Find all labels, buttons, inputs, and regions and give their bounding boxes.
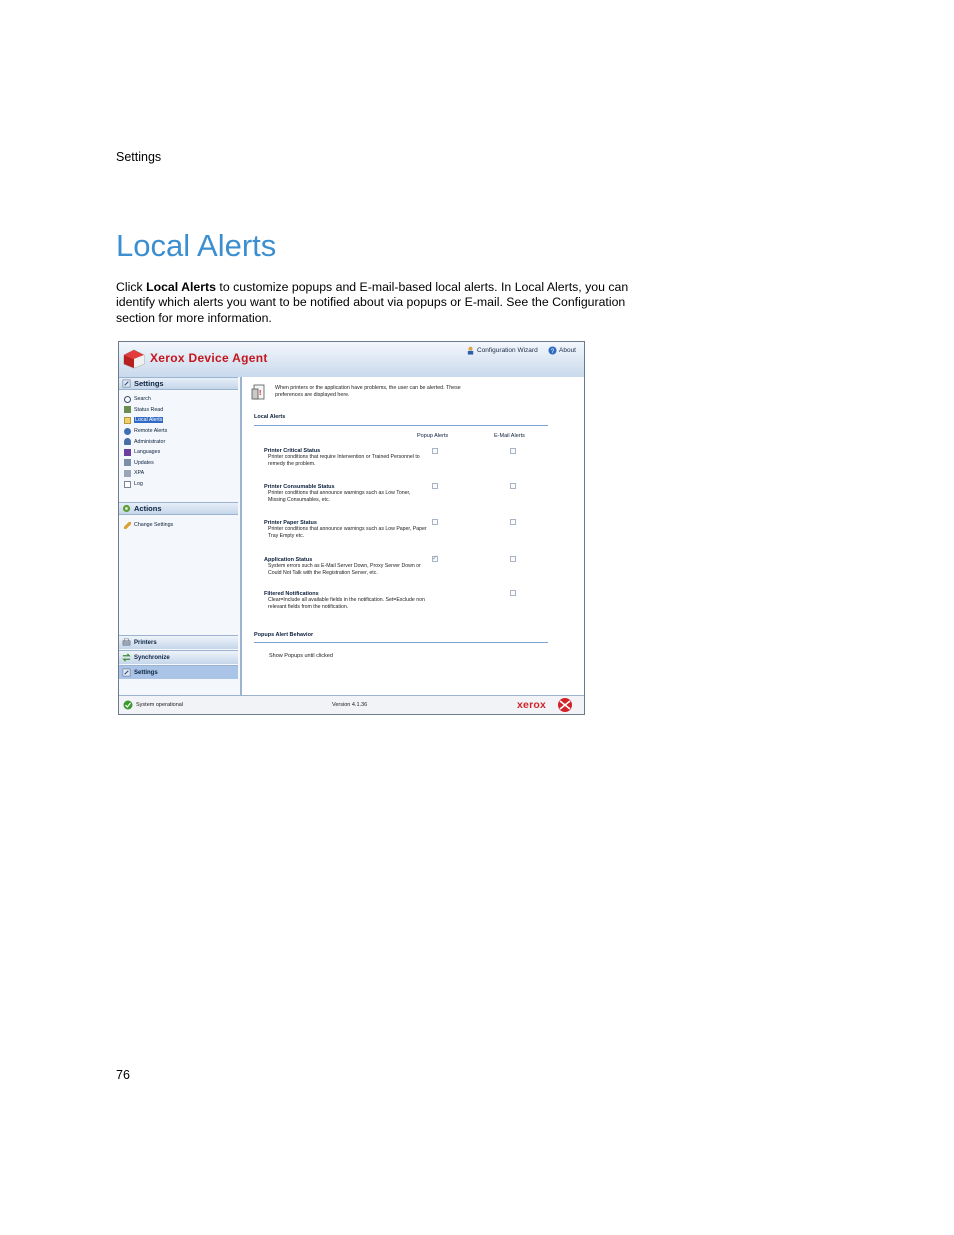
- email-checkbox-filtered[interactable]: [510, 590, 516, 596]
- sidebar-item-label: Local Alerts: [135, 417, 163, 424]
- popup-checkbox-consumable[interactable]: [432, 483, 438, 489]
- tab-label: Settings: [134, 669, 158, 676]
- alert-name: Filtered Notifications: [264, 591, 319, 597]
- settings-heading: Settings: [134, 379, 164, 388]
- sidebar-item-label: Log: [134, 481, 143, 488]
- help-icon: [548, 346, 557, 355]
- settings-section-header[interactable]: [119, 377, 238, 390]
- sidebar-item-administrator[interactable]: [124, 436, 167, 447]
- updates-icon: [124, 459, 131, 466]
- settings-wrench-icon: [122, 379, 131, 388]
- local-alerts-rule: [254, 425, 548, 426]
- action-change-settings[interactable]: [124, 520, 173, 531]
- sidebar-item-log[interactable]: [124, 479, 167, 490]
- configuration-wizard-link[interactable]: [466, 346, 538, 355]
- sidebar-item-label: Updates: [134, 459, 154, 466]
- sidebar-item-search[interactable]: [124, 394, 167, 405]
- sidebar-item-remote-alerts[interactable]: [124, 426, 167, 437]
- sidebar-item-label: Remote Alerts: [134, 428, 168, 435]
- content-description: When printers or the application have problems, the user can be alerted. These preferences are displayed here.: [275, 385, 461, 398]
- page-number: 76: [116, 1068, 130, 1082]
- alert-name: Application Status: [264, 557, 313, 563]
- tab-label: Synchronize: [134, 654, 170, 661]
- actions-nav: [124, 520, 173, 531]
- popup-behavior-heading: Popups Alert Behavior: [254, 632, 314, 638]
- sidebar-tab-printers[interactable]: [119, 635, 238, 649]
- sidebar: [119, 377, 242, 695]
- popup-checkbox-application[interactable]: [432, 556, 438, 562]
- about-label: About: [559, 347, 576, 354]
- flag-icon: [124, 449, 131, 456]
- alert-description: Clear=Include all available fields in the notification. Set=Exclude non relevant fields from the notification.: [268, 597, 425, 611]
- configuration-wizard-label: Configuration Wizard: [477, 347, 538, 354]
- sidebar-item-local-alerts[interactable]: [124, 415, 167, 426]
- sidebar-item-status-read[interactable]: [124, 405, 167, 416]
- email-checkbox-consumable[interactable]: [510, 483, 516, 489]
- printers-icon: [122, 638, 131, 647]
- actions-heading: Actions: [134, 504, 162, 513]
- status-read-icon: [124, 406, 131, 413]
- svg-text:?: ?: [550, 347, 555, 355]
- alert-description: System errors such as E-Mail Server Down, Proxy Server Down or Could Not Talk with the Registration Server, etc.: [268, 563, 421, 577]
- page-title: Local Alerts: [116, 228, 277, 263]
- settings-icon: [122, 668, 131, 677]
- popup-behavior-rule: [254, 642, 548, 643]
- svg-text:!: !: [259, 390, 262, 397]
- alert-description: Printer conditions that announce warnings such as Low Toner, Missing Consumables, etc.: [268, 490, 411, 504]
- email-checkbox-paper[interactable]: [510, 519, 516, 525]
- sidebar-item-xpa[interactable]: [124, 468, 167, 479]
- intro-paragraph: [116, 280, 666, 326]
- administrator-icon: [124, 438, 131, 445]
- alert-name: Printer Paper Status: [264, 520, 317, 526]
- actions-section-header[interactable]: [119, 502, 238, 515]
- app-screenshot: [118, 341, 585, 715]
- alert-description: Printer conditions that require Intervention or Trained Personnel to remedy the problem.: [268, 454, 420, 468]
- about-link[interactable]: [548, 346, 576, 355]
- document-icon: [124, 481, 131, 488]
- email-checkbox-critical[interactable]: [510, 448, 516, 454]
- email-alerts-column-header: E-Mail Alerts: [494, 433, 525, 439]
- popup-checkbox-paper[interactable]: [432, 519, 438, 525]
- action-label: Change Settings: [134, 522, 174, 529]
- intro-bold: Local Alerts: [146, 280, 216, 294]
- content-panel: [242, 377, 584, 695]
- actions-gear-icon: [122, 504, 131, 513]
- sidebar-item-label: Search: [134, 396, 151, 403]
- local-alerts-icon: [124, 417, 131, 424]
- settings-nav: [124, 394, 167, 489]
- tab-label: Printers: [134, 639, 157, 646]
- app-title: Xerox Device Agent: [150, 351, 268, 365]
- popup-alerts-column-header: Popup Alerts: [417, 433, 449, 439]
- alert-name: Printer Consumable Status: [264, 484, 335, 490]
- magnifier-icon: [124, 396, 131, 403]
- sidebar-item-updates[interactable]: [124, 458, 167, 469]
- sidebar-item-label: Administrator: [134, 438, 166, 445]
- status-ok-icon: [123, 700, 133, 710]
- sidebar-tab-settings[interactable]: [119, 665, 238, 679]
- status-bar: [119, 695, 584, 715]
- printer-icon: [124, 470, 131, 477]
- sidebar-tab-synchronize[interactable]: [119, 650, 238, 664]
- intro-rest: to customize popups and E-mail-based local alerts. In Local Alerts, you can identify which alerts you want to be notified about via popups or E-mail. See the Configuration section for more information.: [116, 280, 629, 325]
- version-text: Version 4.1.36: [332, 702, 368, 708]
- app-header: [119, 342, 584, 378]
- xerox-logo: xerox: [517, 699, 547, 711]
- alert-document-icon: [251, 384, 267, 400]
- pencil-icon: [124, 522, 131, 529]
- wizard-icon: [466, 346, 475, 355]
- sidebar-item-label: Languages: [134, 449, 161, 456]
- sidebar-item-label: Status Read: [134, 406, 164, 413]
- alert-description: Printer conditions that announce warnings such as Low Paper, Paper Tray Empty etc.: [268, 526, 427, 540]
- synchronize-icon: [122, 653, 131, 662]
- xerox-device-agent-logo-icon: [123, 349, 145, 369]
- popup-checkbox-critical[interactable]: [432, 448, 438, 454]
- remote-alerts-icon: [124, 428, 131, 435]
- status-text: System operational: [136, 702, 184, 708]
- intro-prefix: Click: [116, 280, 147, 294]
- xerox-ball-icon: [557, 697, 573, 713]
- alert-name: Printer Critical Status: [264, 448, 321, 454]
- section-label: Settings: [116, 150, 162, 164]
- local-alerts-heading: Local Alerts: [254, 414, 286, 420]
- sidebar-item-label: XPA: [134, 470, 145, 477]
- email-checkbox-application[interactable]: [510, 556, 516, 562]
- popup-behavior-value[interactable]: Show Popups until clicked: [269, 653, 333, 659]
- sidebar-item-languages[interactable]: [124, 447, 167, 458]
